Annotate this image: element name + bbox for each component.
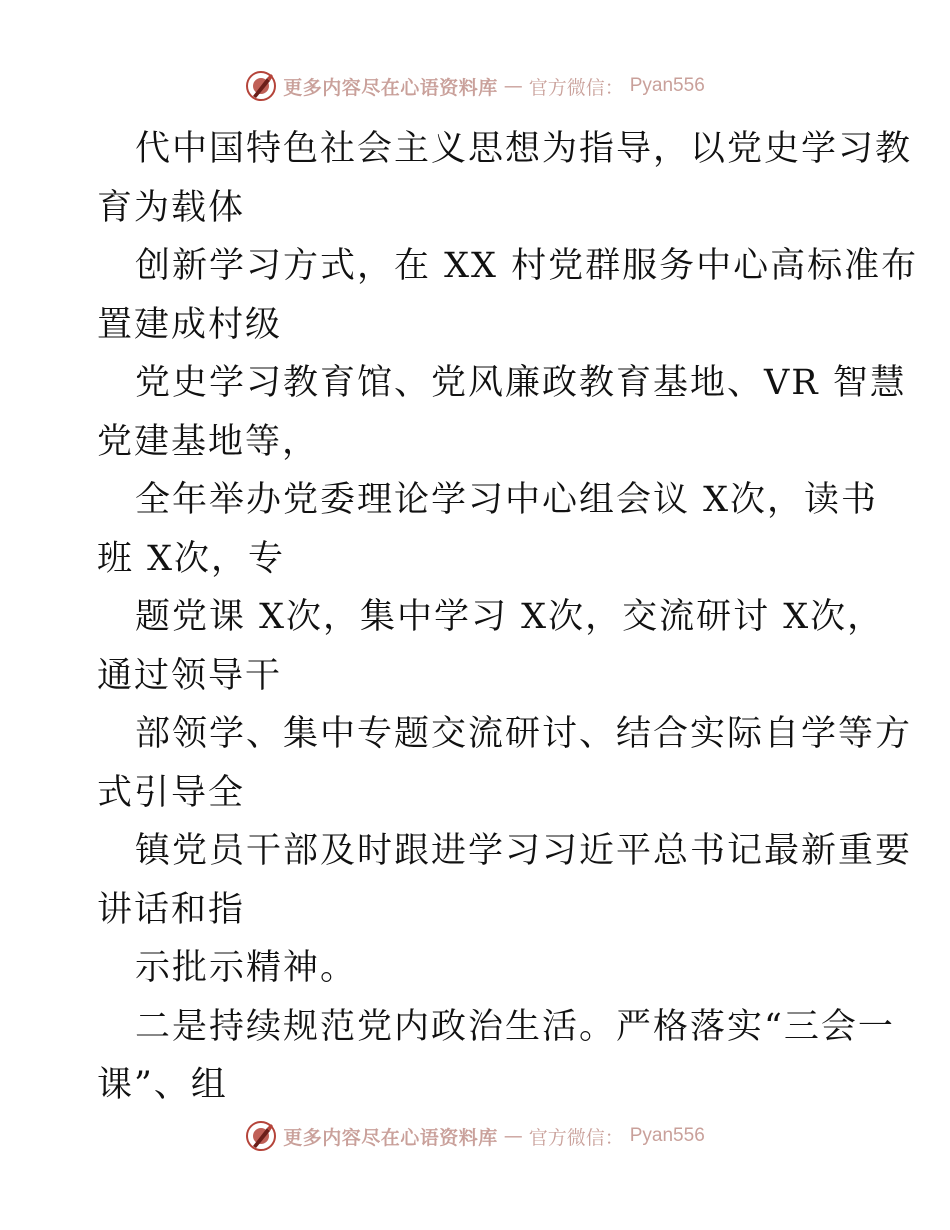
footer-brand-text: 更多内容尽在心语资料库 — [283, 1126, 498, 1149]
body-line: 部领学、集中专题交流研讨、结合实际自学等方 — [135, 714, 913, 754]
body-line: 式引导全 — [97, 772, 246, 813]
header-separator: — — [503, 75, 523, 97]
body-line: 示批示精神。 — [135, 948, 358, 988]
body-line: 讲话和指 — [97, 889, 246, 930]
footer-watermark-banner — [0, 1120, 950, 1152]
body-line: 题党课 X次，集中学习 X次，交流研讨 X次， — [135, 597, 885, 637]
pen-circle-logo-icon — [245, 1120, 277, 1152]
document-body — [97, 120, 919, 1115]
body-line: 全年举办党委理论学习中心组会议 X次，读书 — [135, 480, 879, 520]
body-line: 育为载体 — [97, 187, 246, 228]
footer-wechat-id: Pyan556 — [629, 1125, 705, 1146]
footer-separator: — — [503, 1125, 523, 1147]
body-line: 置建成村级 — [97, 304, 283, 345]
header-brand-text: 更多内容尽在心语资料库 — [283, 76, 498, 99]
pen-circle-logo-icon — [245, 70, 277, 102]
body-line: 二是持续规范党内政治生活。严格落实“三会一 — [135, 1006, 895, 1047]
header-wechat-label: 官方微信： — [528, 76, 624, 99]
body-line: 党史学习教育馆、党风廉政教育基地、VR 智慧 — [135, 363, 907, 403]
header-watermark-banner — [0, 70, 950, 102]
body-line: 镇党员干部及时跟进学习习近平总书记最新重要 — [135, 831, 913, 871]
body-line: 班 X次，专 — [97, 538, 286, 579]
footer-wechat-label: 官方微信： — [528, 1126, 624, 1149]
body-line: 课”、组 — [97, 1065, 228, 1105]
body-line: 党建基地等， — [97, 421, 320, 462]
body-line: 创新学习方式，在 XX 村党群服务中心高标准布 — [135, 246, 919, 286]
body-line: 代中国特色社会主义思想为指导，以党史学习教 — [135, 129, 913, 169]
body-line: 通过领导干 — [97, 655, 283, 696]
header-wechat-id: Pyan556 — [629, 75, 705, 96]
